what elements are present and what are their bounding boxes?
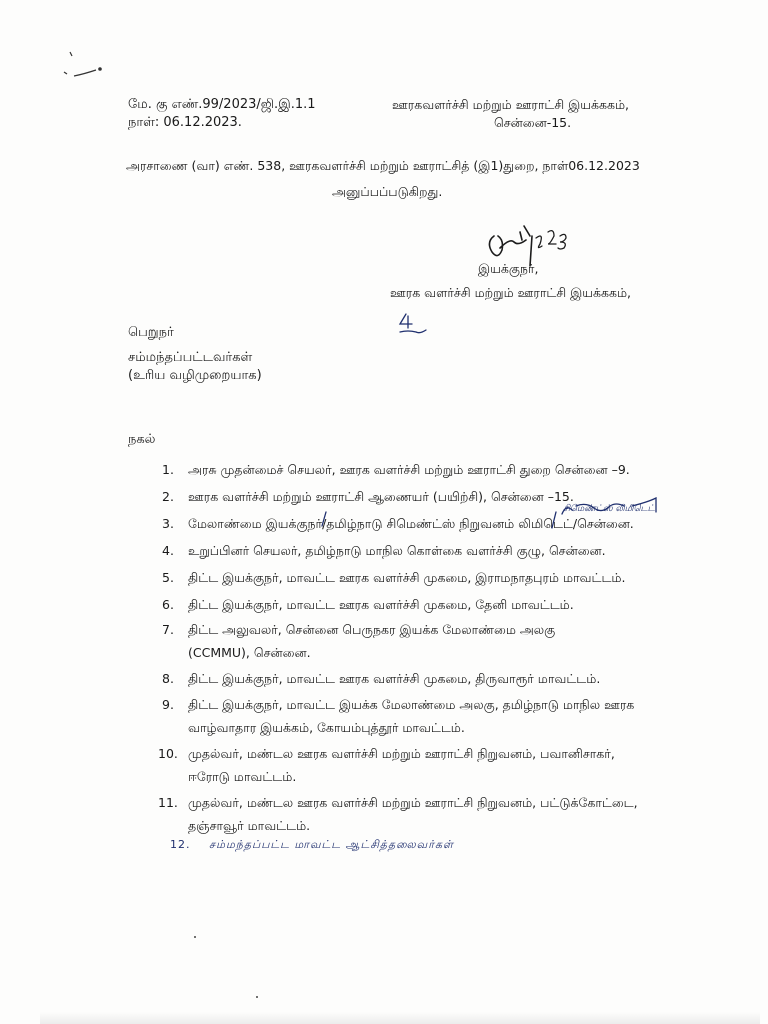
list-item-number: 11. bbox=[158, 795, 178, 810]
list-item-text: திட்ட இயக்குநர், மாவட்ட ஊரக வளர்ச்சி முகமை, இராமநாதபுரம் மாவட்டம். bbox=[188, 570, 626, 585]
reference-date: நாள்: 06.12.2023. bbox=[128, 115, 242, 130]
signatory-organisation: ஊரக வளர்ச்சி மற்றும் ஊராட்சி இயக்ககம், bbox=[390, 285, 631, 300]
initials-icon bbox=[400, 314, 426, 333]
list-item-number: 7. bbox=[162, 622, 174, 637]
speck-icon bbox=[256, 996, 258, 998]
list-item-number: 10. bbox=[158, 746, 178, 761]
handwritten-annotation: சிமெண்ட்ஸ் லிமிடெட் bbox=[563, 504, 655, 514]
corner-specks-icon bbox=[64, 52, 101, 76]
list-item-number: 5. bbox=[162, 570, 174, 585]
office-city: சென்னை-15. bbox=[494, 115, 572, 130]
list-item-number: 8. bbox=[162, 671, 174, 686]
handwritten-item-number: 12. bbox=[170, 838, 191, 851]
list-item-text: திட்ட இயக்குநர், மாவட்ட ஊரக வளர்ச்சி முகமை, தேனி மாவட்டம். bbox=[188, 597, 574, 612]
list-item-text: அரசு முதன்மைச் செயலர், ஊரக வளர்ச்சி மற்றும் ஊராட்சி துறை சென்னை –9. bbox=[188, 462, 630, 477]
handwritten-item-text: சம்மந்தப்பட்ட மாவட்ட ஆட்சித்தலைவர்கள் bbox=[209, 838, 454, 851]
subject-line: அரசாணை (வா) எண். 538, ஊரகவளர்ச்சி மற்றும் ஊராட்சித் (இ1)துறை, நாள்06.12.2023 bbox=[126, 158, 640, 173]
director-signature-icon bbox=[489, 226, 532, 266]
list-item-text: திட்ட இயக்குநர், மாவட்ட இயக்க மேலாண்மை அலகு, தமிழ்நாடு மாநில ஊரக வாழ்வாதார இயக்கம், கோயம்புத்தூர் மாவட்டம். bbox=[188, 697, 635, 735]
list-item-text: திட்ட இயக்குநர், மாவட்ட ஊரக வளர்ச்சி முகமை, திருவாரூர் மாவட்டம். bbox=[188, 671, 601, 686]
list-item-text: மேலாண்மை இயக்குநர்/தமிழ்நாடு சிமெண்ட்ஸ் நிறுவனம் லிமிடெட்/சென்னை. bbox=[188, 516, 634, 531]
office-name: ஊரகவளர்ச்சி மற்றும் ஊராட்சி இயக்ககம், bbox=[392, 97, 630, 112]
recipient-note: (உரிய வழிமுறையாக) bbox=[128, 368, 262, 383]
list-item-number: 9. bbox=[162, 697, 174, 712]
list-item-number: 1. bbox=[162, 462, 174, 477]
forwarded-text: அனுப்பப்படுகிறது. bbox=[332, 184, 443, 199]
copy-to-label: நகல் bbox=[128, 432, 156, 447]
list-item-text: திட்ட அலுவலர், சென்னை பெருநகர இயக்க மேலாண்மை அலகு (CCMMU), சென்னை. bbox=[188, 622, 556, 660]
signature-date-icon bbox=[536, 231, 566, 249]
recipient-label: பெறுநர் bbox=[128, 325, 174, 340]
list-item-number: 2. bbox=[162, 489, 174, 504]
signatory-title: இயக்குநர், bbox=[478, 261, 539, 276]
list-item-text: ஊரக வளர்ச்சி மற்றும் ஊராட்சி ஆணையர் (பயிற்சி), சென்னை –15. bbox=[188, 489, 574, 504]
list-item-text: முதல்வர், மண்டல ஊரக வளர்ச்சி மற்றும் ஊராட்சி நிறுவனம், பவானிசாகர், ஈரோடு மாவட்டம். bbox=[188, 746, 615, 784]
recipient-name: சம்மந்தப்பட்டவர்கள் bbox=[128, 350, 253, 365]
reference-number: மே. கு எண்.99/2023/ஜி.இ.1.1 bbox=[128, 97, 316, 112]
list-item-number: 3. bbox=[162, 516, 174, 531]
list-item-text: உறுப்பினர் செயலர், தமிழ்நாடு மாநில கொள்கை வளர்ச்சி குழு, சென்னை. bbox=[188, 543, 606, 558]
scan-edge bbox=[40, 1012, 760, 1024]
list-item-text: முதல்வர், மண்டல ஊரக வளர்ச்சி மற்றும் ஊராட்சி நிறுவனம், பட்டுக்கோட்டை, தஞ்சாவூர் மாவட்டம். bbox=[188, 795, 638, 833]
speck-icon bbox=[194, 936, 196, 938]
list-item-number: 4. bbox=[162, 543, 174, 558]
list-item-number: 6. bbox=[162, 597, 174, 612]
